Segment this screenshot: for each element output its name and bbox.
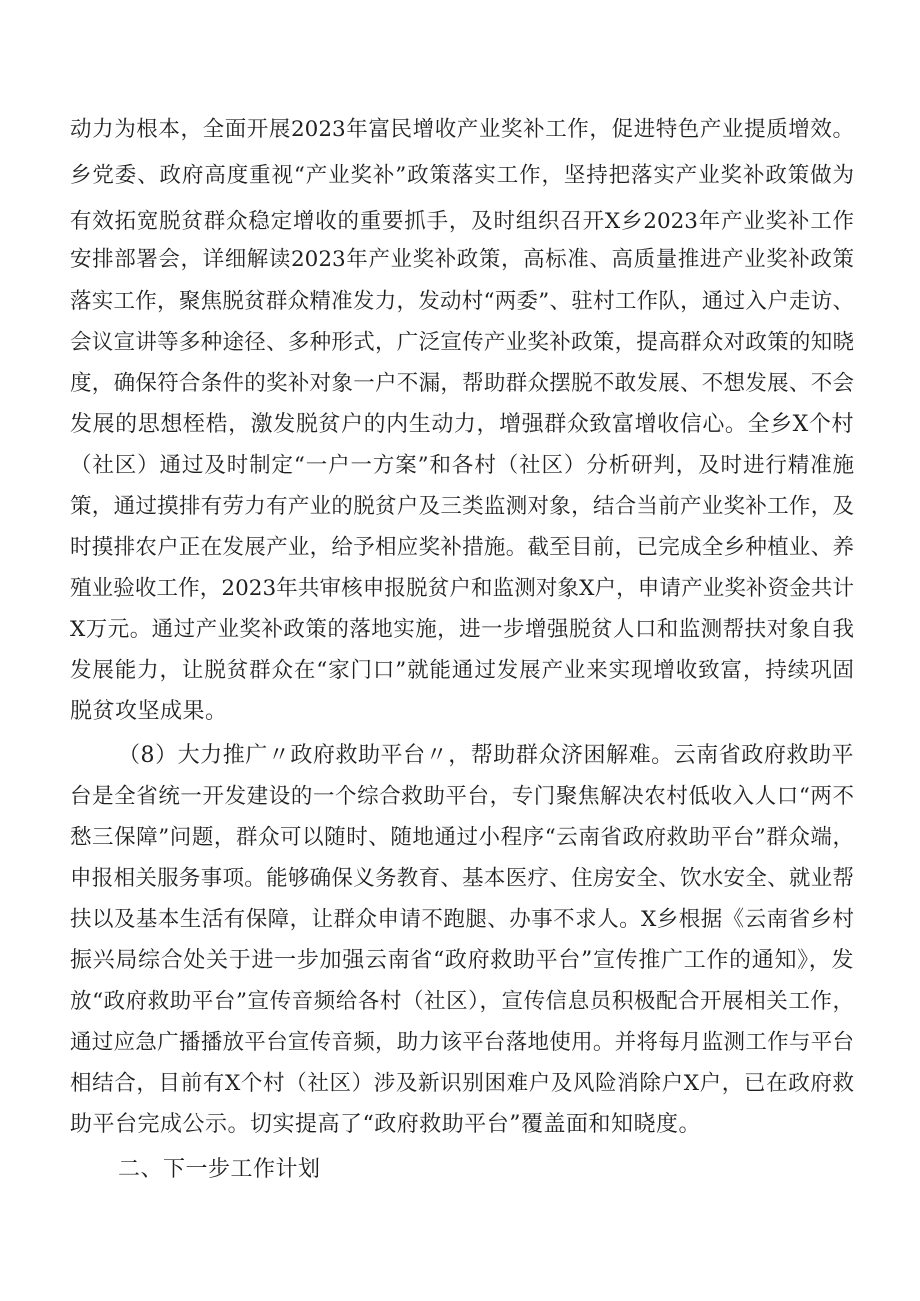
paragraph-line: 策，通过摸排有劳力有产业的脱贫户及三类监测对象，结合当前产业奖补工作，及 (70, 494, 854, 519)
paragraph-line: （8）大力推广〃政府救助平台〃，帮助群众济困解难。云南省政府救助平 (118, 743, 854, 768)
paragraph-line: 助平台完成公示。切实提高了“政府救助平台”覆盖面和知晓度。 (70, 1112, 701, 1137)
paragraph-line: 相结合，目前有X个村（社区）涉及新识别困难户及风险消除户X户，已在政府救 (70, 1071, 854, 1096)
paragraph-line: X万元。通过产业奖补政策的落地实施，进一步增强脱贫人口和监测帮扶对象自我 (70, 617, 854, 642)
paragraph-line: 有效拓宽脱贫群众稳定增收的重要抓手，及时组织召开X乡2023年产业奖补工作 (70, 209, 854, 234)
paragraph-line: 时摸排农户正在发展产业，给予相应奖补措施。截至目前，已完成全乡种植业、养 (70, 535, 854, 560)
paragraph-line: 申报相关服务事项。能够确保义务教育、基本医疗、住房安全、饮水安全、就业帮 (70, 866, 854, 891)
paragraph-line: 台是全省统一开发建设的一个综合救助平台，专门聚焦解决农村低收入人口“两不 (70, 784, 854, 809)
paragraph-line: 发展的思想桎梏，激发脱贫户的内生动力，增强群众致富增收信心。全乡X个村 (70, 412, 854, 437)
paragraph-line: （社区）通过及时制定“一户一方案”和各村（社区）分析研判，及时进行精准施 (70, 453, 854, 478)
paragraph-line: 殖业验收工作，2023年共审核申报脱贫户和监测对象X户，申请产业奖补资金共计 (70, 576, 854, 601)
paragraph-line: 落实工作，聚焦脱贫群众精准发力，发动村“两委”、驻村工作队，通过入户走访、 (70, 289, 854, 314)
paragraph-line: 愁三保障”问题，群众可以随时、随地通过小程序“云南省政府救助平台”群众端， (70, 825, 854, 850)
paragraph-line: 动力为根本，全面开展2023年富民增收产业奖补工作，促进特色产业提质增效。 (70, 117, 854, 142)
paragraph-line: 乡党委、政府高度重视“产业奖补”政策落实工作，坚持把落实产业奖补政策做为 (70, 163, 854, 188)
section-heading: 二、下一步工作计划 (118, 1157, 321, 1182)
paragraph-line: 放“政府救助平台”宣传音频给各村（社区），宣传信息员积极配合开展相关工作， (70, 989, 854, 1014)
paragraph-line: 会议宣讲等多种途径、多种形式，广泛宣传产业奖补政策，提高群众对政策的知晓 (70, 330, 854, 355)
paragraph-line: 脱贫攻坚成果。 (70, 699, 228, 724)
paragraph-line: 发展能力，让脱贫群众在“家门口”就能通过发展产业来实现增收致富，持续巩固 (70, 658, 854, 683)
paragraph-line: 度，确保符合条件的奖补对象一户不漏，帮助群众摆脱不敢发展、不想发展、不会 (70, 371, 854, 396)
paragraph-line: 振兴局综合处关于进一步加强云南省“政府救助平台”宣传推广工作的通知》，发 (70, 948, 854, 973)
paragraph-line: 扶以及基本生活有保障，让群众申请不跑腿、办事不求人。X乡根据《云南省乡村 (70, 907, 854, 932)
paragraph-line: 通过应急广播播放平台宣传音频，助力该平台落地使用。并将每月监测工作与平台 (70, 1030, 854, 1055)
paragraph-line: 安排部署会，详细解读2023年产业奖补政策，高标准、高质量推进产业奖补政策 (70, 247, 854, 272)
